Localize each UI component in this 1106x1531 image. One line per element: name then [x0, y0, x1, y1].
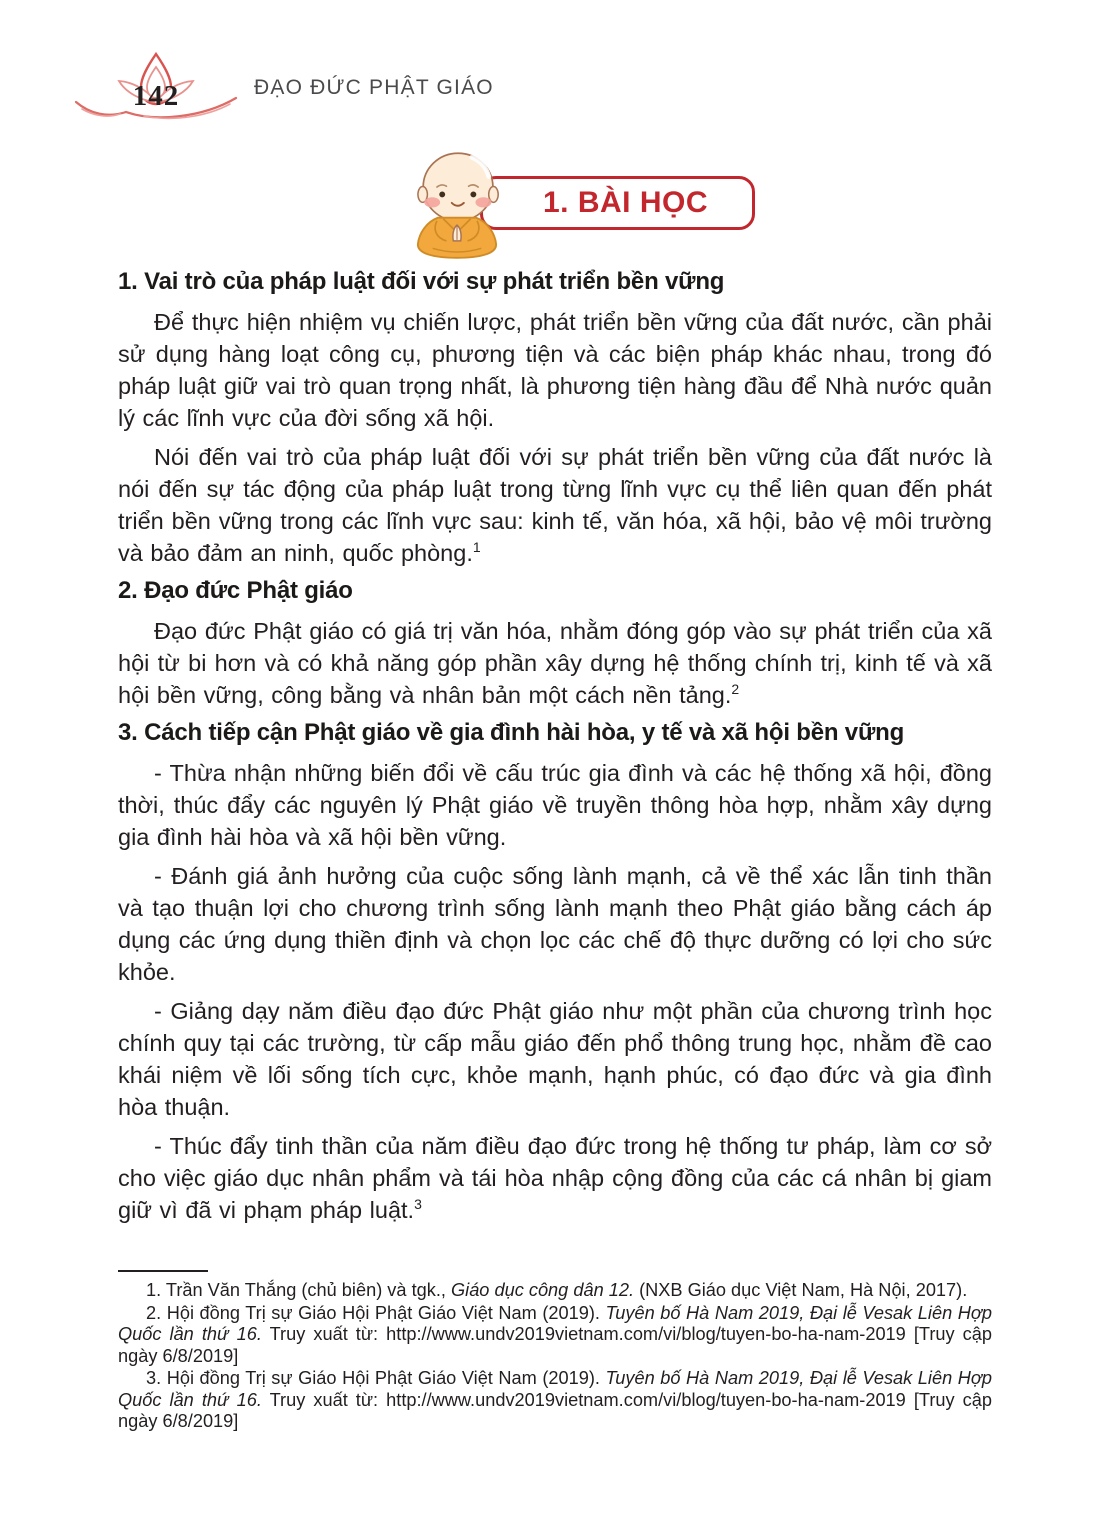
page-header	[0, 0, 1106, 150]
paragraph-text: Để thực hiện nhiệm vụ chiến lược, phát triển bền vững của đất nước, cần phải sử dụng hàng loạt công cụ, phương tiện và các biện pháp khác nhau, trong đó pháp luật giữ vai trò quan trọng nhất, là phương tiện hàng đầu để Nhà nước quản lý các lĩnh vực của đời sống xã hội.	[118, 309, 992, 431]
paragraph-text: - Thừa nhận những biến đổi về cấu trúc gia đình và các hệ thống xã hội, đồng thời, thúc đẩy các nguyên lý Phật giáo về truyền thông hòa hợp, nhằm xây dựng gia đình hài hòa và xã hội bền vững.	[118, 760, 992, 850]
paragraph-text: - Giảng dạy năm điều đạo đức Phật giáo như một phần của chương trình học chính quy tại các trường, từ cấp mẫu giáo đến phổ thông trung học, nhằm đề cao khái niệm về lối sống tích cực, khỏe mạnh, hạnh phúc, có đạo đức và gia đình hòa thuận.	[118, 998, 992, 1120]
paragraph-text: Nói đến vai trò của pháp luật đối với sự phát triển bền vững của đất nước là nói đến sự tác động của pháp luật trong từng lĩnh vực cụ thể liên quan đến phát triển bền vững trong các lĩnh vực sau: kinh tế, văn hóa, xã hội, bảo vệ môi trường và bảo đảm an ninh, quốc phòng.	[118, 444, 992, 566]
section-1-paragraph-2	[118, 441, 992, 569]
page-number: 142	[132, 80, 180, 112]
footnote-ref-1: 1	[472, 539, 481, 556]
lesson-badge-label: 1. BÀI HỌC	[543, 186, 709, 219]
section-3-paragraph-1	[118, 757, 992, 853]
section-1-heading: 1. Vai trò của pháp luật đối với sự phát triển bền vững	[118, 268, 725, 295]
section-3-paragraph-3	[118, 995, 992, 1123]
footnote-text: Truy xuất từ: http://www.undv2019vietnam.com/vi/blog/tuyen-bo-ha-nam-2019 [Truy cập ngày 6/8/2019]	[118, 1324, 992, 1366]
footnotes	[118, 1270, 992, 1434]
footnote-3	[118, 1368, 992, 1433]
footnote-ref-2: 2	[731, 681, 740, 698]
lesson-content	[118, 262, 992, 1233]
section-2-heading: 2. Đạo đức Phật giáo	[118, 577, 353, 604]
footnote-source-title: Giáo dục công dân 12.	[451, 1280, 635, 1300]
lesson-badge	[404, 149, 755, 261]
section-2-paragraph-1	[118, 615, 992, 711]
footnote-text: 3. Hội đồng Trị sự Giáo Hội Phật Giáo Việt Nam (2019).	[146, 1368, 606, 1388]
lesson-badge-pill	[480, 176, 755, 230]
footnote-text: Truy xuất từ: http://www.undv2019vietnam.com/vi/blog/tuyen-bo-ha-nam-2019 [Truy cập ngày 6/8/2019]	[118, 1389, 992, 1431]
book-title: ĐẠO ĐỨC PHẬT GIÁO	[254, 76, 494, 99]
paragraph-text: - Đánh giá ảnh hưởng của cuộc sống lành mạnh, cả về thể xác lẫn tinh thần và tạo thuận lợi cho chương trình sống lành mạnh theo Phật giáo bằng cách áp dụng các ứng dụng thiền định và chọn lọc các chế độ thực dưỡng có lợi cho sức khỏe.	[118, 863, 992, 985]
footnote-source-title: Tuyên bố Hà Nam 2019, Đại lễ Vesak Liên Hợp Quốc lần thứ 16.	[118, 1368, 992, 1410]
footnote-ref-3: 3	[414, 1196, 422, 1213]
footnote-text: 1. Trần Văn Thắng (chủ biên) và tgk.,	[146, 1280, 451, 1300]
footnote-source-title: Tuyên bố Hà Nam 2019, Đại lễ Vesak Liên Hợp Quốc lần thứ 16.	[118, 1302, 992, 1344]
footnote-text: 2. Hội đồng Trị sự Giáo Hội Phật Giáo Việt Nam (2019).	[146, 1302, 606, 1323]
monk-character-icon	[404, 149, 510, 261]
section-3-paragraph-4	[118, 1130, 992, 1226]
section-3-heading: 3. Cách tiếp cận Phật giáo về gia đình hài hòa, y tế và xã hội bền vững	[118, 719, 905, 746]
footnote-1	[118, 1280, 992, 1302]
section-3-paragraph-2	[118, 860, 992, 988]
section-1-paragraph-1	[118, 306, 992, 434]
footnote-separator	[118, 1270, 208, 1272]
footnote-2	[118, 1303, 992, 1368]
paragraph-text: Đạo đức Phật giáo có giá trị văn hóa, nhằm đóng góp vào sự phát triển của xã hội từ bi hơn và có khả năng góp phần xây dựng hệ thống chính trị, kinh tế và xã hội bền vững, công bằng và nhân bản một cách nền tảng.	[118, 618, 992, 708]
page-number-ornament	[74, 52, 238, 136]
paragraph-text: - Thúc đẩy tinh thần của năm điều đạo đức trong hệ thống tư pháp, làm cơ sở cho việc giáo dục nhân phẩm và tái hòa nhập cộng đồng của các cá nhân bị giam giữ vì đã vi phạm pháp luật.	[118, 1133, 992, 1223]
footnote-text: (NXB Giáo dục Việt Nam, Hà Nội, 2017).	[634, 1280, 968, 1300]
